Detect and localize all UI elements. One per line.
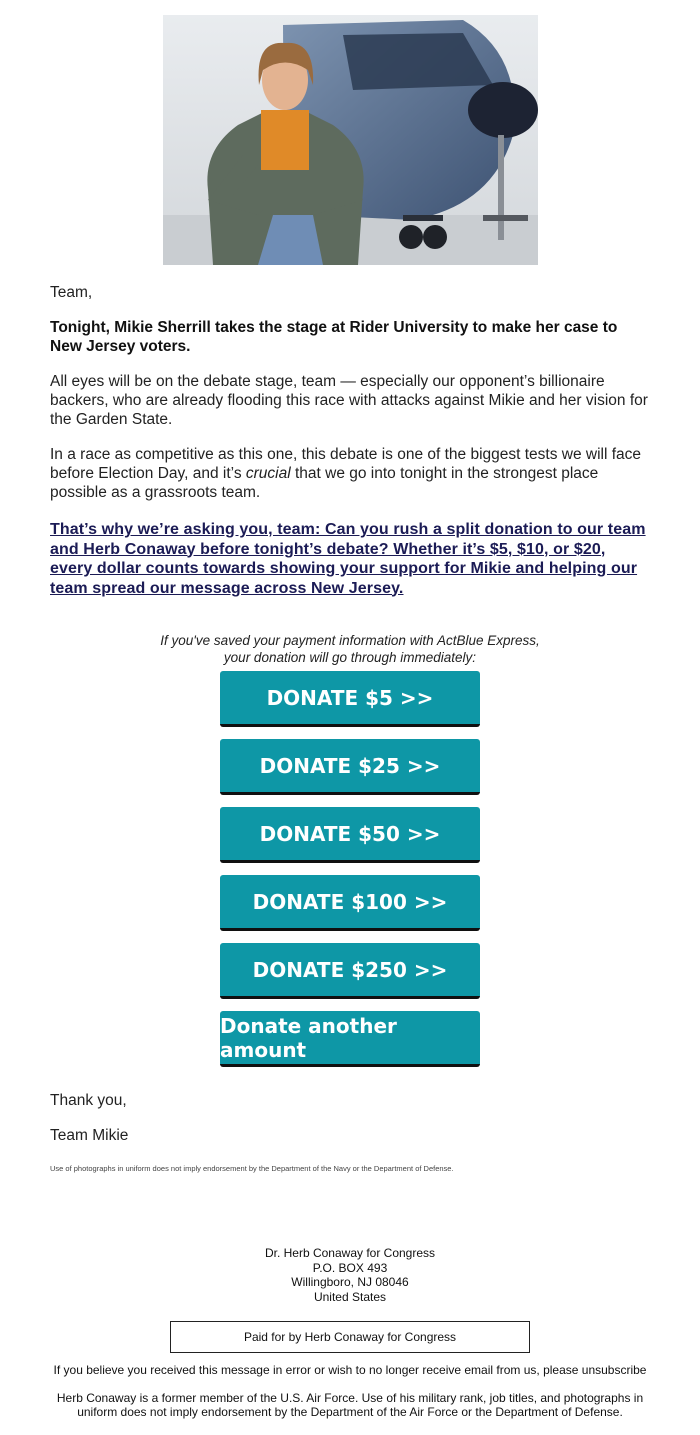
express-note-line-2: your donation will go through immediately: — [223, 650, 477, 665]
footer-address — [0, 1246, 700, 1304]
cta-paragraph — [50, 520, 650, 598]
greeting: Team, — [50, 284, 93, 301]
body-paragraph-2 — [50, 445, 650, 502]
donate-5-button[interactable]: DONATE $5 >> — [220, 671, 480, 727]
hero-photo — [163, 15, 538, 265]
donate-25-button[interactable]: DONATE $25 >> — [220, 739, 480, 795]
donate-250-button[interactable]: DONATE $250 >> — [220, 943, 480, 999]
address-line-1: Dr. Herb Conaway for Congress — [264, 1246, 436, 1260]
express-note-line-1: If you've saved your payment information with ActBlue Express, — [160, 633, 540, 648]
unsubscribe-notice — [0, 1363, 700, 1377]
address-line-2: P.O. BOX 493 — [312, 1260, 388, 1275]
uniform-disclaimer: Use of photographs in uniform does not imply endorsement by the Department of the Navy or the Department of Defense. — [50, 1164, 454, 1173]
signoff-name: Team Mikie — [50, 1127, 129, 1144]
paragraph-2-emphasis: crucial — [245, 465, 291, 482]
airforce-disclaimer: Herb Conaway is a former member of the U.S. Air Force. Use of his military rank, job titles, and photographs in uniform does not imply endorsement by the Department of the Air Force or the Department of Defense. — [56, 1391, 644, 1419]
body-paragraph-1: All eyes will be on the debate stage, team — especially our opponent’s billionaire backers, who are already flooding this race with attacks against Mikie and her vision for the Garden State. — [50, 373, 648, 428]
lead-paragraph: Tonight, Mikie Sherrill takes the stage at Rider University to make her case to New Jersey voters. — [50, 319, 618, 355]
donate-other-amount-button[interactable]: Donate another amount — [220, 1011, 480, 1067]
cta-donate-link[interactable]: That’s why we’re asking you, team: Can you rush a split donation to our team and Herb Conaway before tonight’s debate? Whether it’s $5, $10, or $20, every dollar counts towards showing your support for Mikie and helping our team spread our message across New Jersey. — [50, 521, 646, 597]
donate-50-button[interactable]: DONATE $50 >> — [220, 807, 480, 863]
paragraph-2-after: that we go into tonight in the strongest place possible as a grassroots team. — [50, 465, 599, 501]
paid-for-box: Paid for by Herb Conaway for Congress — [170, 1321, 530, 1353]
donate-100-button[interactable]: DONATE $100 >> — [220, 875, 480, 931]
address-line-3: Willingboro, NJ 08046 — [291, 1275, 409, 1289]
address-line-4: United States — [313, 1289, 387, 1304]
unsubscribe-link[interactable]: If you believe you received this message in error or wish to no longer receive email from us, please unsubscribe — [53, 1363, 647, 1377]
signoff-thanks: Thank you, — [50, 1092, 127, 1109]
paragraph-2-before: In a race as competitive as this one, this debate is one of the biggest tests we will face before Election Day, and it’s — [50, 446, 642, 482]
express-note — [0, 632, 700, 666]
